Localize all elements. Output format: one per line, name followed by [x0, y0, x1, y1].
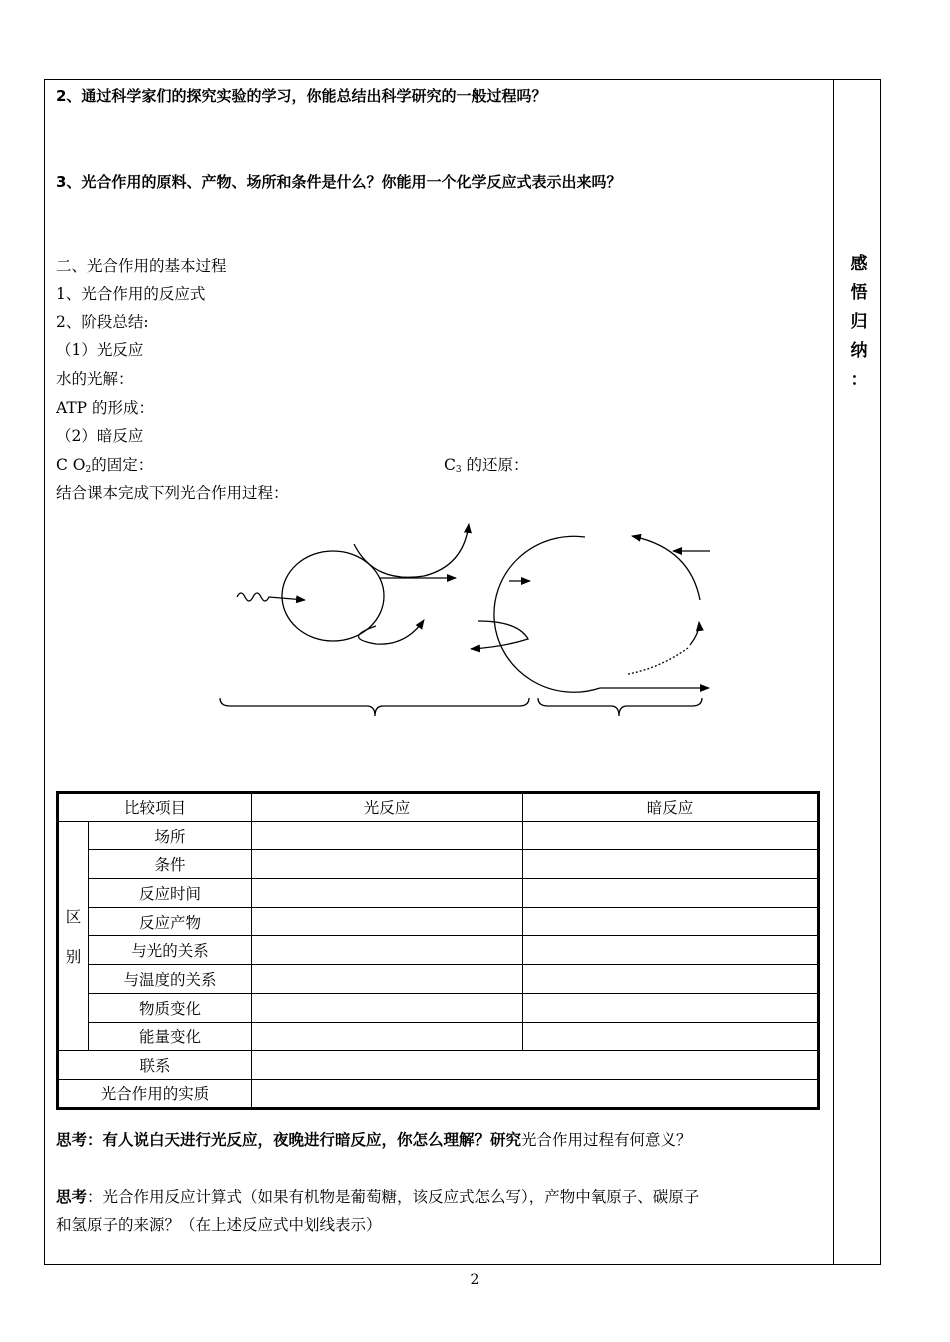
item-reaction-formula: 1、光合作用的反应式 [56, 285, 206, 303]
arrow-from-dark [471, 621, 528, 649]
header-dark-reaction: 暗反应 [523, 793, 819, 822]
side-char: 悟 [850, 283, 868, 303]
instruction-text: 结合课本完成下列光合作用过程： [56, 484, 289, 502]
row-label: 反应时间 [89, 879, 252, 908]
page-number: 2 [470, 1272, 480, 1288]
row-label: 联系 [58, 1051, 252, 1080]
answer-cell[interactable] [252, 907, 523, 936]
side-char: ： [850, 370, 868, 390]
answer-cell[interactable] [523, 850, 819, 879]
think-question-1: 思考：有人说白天进行光反应，夜晚进行暗反应，你怎么理解？研究光合作用过程有何意义？ [56, 1131, 692, 1149]
row-label: 光合作用的实质 [58, 1079, 252, 1108]
arrow-top-cycle [632, 536, 700, 600]
table-row-link [58, 1051, 819, 1080]
dotted-curve [628, 648, 688, 674]
table-header-row [58, 793, 819, 822]
dark-stage-brace [538, 698, 702, 716]
table-row [58, 993, 819, 1022]
answer-cell[interactable] [252, 993, 523, 1022]
dark-reaction-label: （2）暗反应 [56, 427, 144, 445]
answer-cell[interactable] [523, 821, 819, 850]
think-question-2-cont: 和氢原子的来源？（在上述反应式中划线表示） [56, 1216, 382, 1234]
answer-cell[interactable] [523, 907, 819, 936]
answer-cell[interactable] [252, 850, 523, 879]
table-row-essence [58, 1079, 819, 1108]
photosynthesis-diagram [200, 510, 740, 725]
question-3: 3、光合作用的原料、产物、场所和条件是什么？你能用一个化学反应式表示出来吗？ [56, 173, 622, 191]
answer-cell[interactable] [252, 1079, 819, 1108]
row-label: 能量变化 [89, 1022, 252, 1051]
answer-cell[interactable] [523, 965, 819, 994]
question-2: 2、通过科学家们的探究实验的学习，你能总结出科学研究的一般过程吗？ [56, 87, 547, 105]
row-label: 反应产物 [89, 907, 252, 936]
side-char: 感 [850, 254, 868, 274]
side-char: 归 [850, 312, 868, 332]
group-difference: 区 别 [58, 821, 89, 1051]
atp-formation-label: ATP 的形成： [56, 399, 155, 417]
answer-cell[interactable] [252, 1051, 819, 1080]
co2-fixation-label: C $O_2$的固定： [56, 456, 154, 475]
row-label: 条件 [89, 850, 252, 879]
arrow-loop-lower [359, 620, 425, 644]
light-stage-brace [220, 698, 529, 716]
answer-cell[interactable] [252, 821, 523, 850]
item-stage-summary: 2、阶段总结: [56, 313, 149, 331]
answer-cell[interactable] [252, 879, 523, 908]
table-row [58, 936, 819, 965]
c3-reduction-label: $C_3$ 的还原： [444, 456, 529, 475]
light-reaction-label: （1）光反应 [56, 341, 144, 359]
table-row [58, 965, 819, 994]
answer-cell[interactable] [252, 936, 523, 965]
answer-cell[interactable] [523, 936, 819, 965]
water-photolysis-label: 水的光解： [56, 370, 134, 388]
header-light-reaction: 光反应 [252, 793, 523, 822]
side-char: 纳 [850, 341, 868, 361]
answer-cell[interactable] [523, 993, 819, 1022]
table-row [58, 907, 819, 936]
think-question-2: 思考：光合作用反应计算式（如果有机物是葡萄糖，该反应式怎么写），产物中氧原子、碳原子 [56, 1188, 700, 1206]
side-label-column [847, 250, 871, 395]
row-label: 物质变化 [89, 993, 252, 1022]
light-wavy-arrow [237, 593, 305, 601]
answer-cell[interactable] [252, 1022, 523, 1051]
answer-cell[interactable] [523, 879, 819, 908]
header-compare-item: 比较项目 [58, 793, 252, 822]
column-divider [833, 79, 834, 1265]
table-row [58, 821, 819, 850]
section-heading: 二、光合作用的基本过程 [56, 257, 227, 275]
answer-cell[interactable] [252, 965, 523, 994]
table-row [58, 850, 819, 879]
arrow-up-right [354, 524, 469, 577]
table-row [58, 879, 819, 908]
calvin-cycle-arc [494, 536, 600, 692]
comparison-table [56, 791, 820, 1110]
arrow-right-up [690, 622, 699, 645]
answer-cell[interactable] [523, 1022, 819, 1051]
table-row [58, 1022, 819, 1051]
row-label: 与温度的关系 [89, 965, 252, 994]
row-label: 与光的关系 [89, 936, 252, 965]
row-label: 场所 [89, 821, 252, 850]
